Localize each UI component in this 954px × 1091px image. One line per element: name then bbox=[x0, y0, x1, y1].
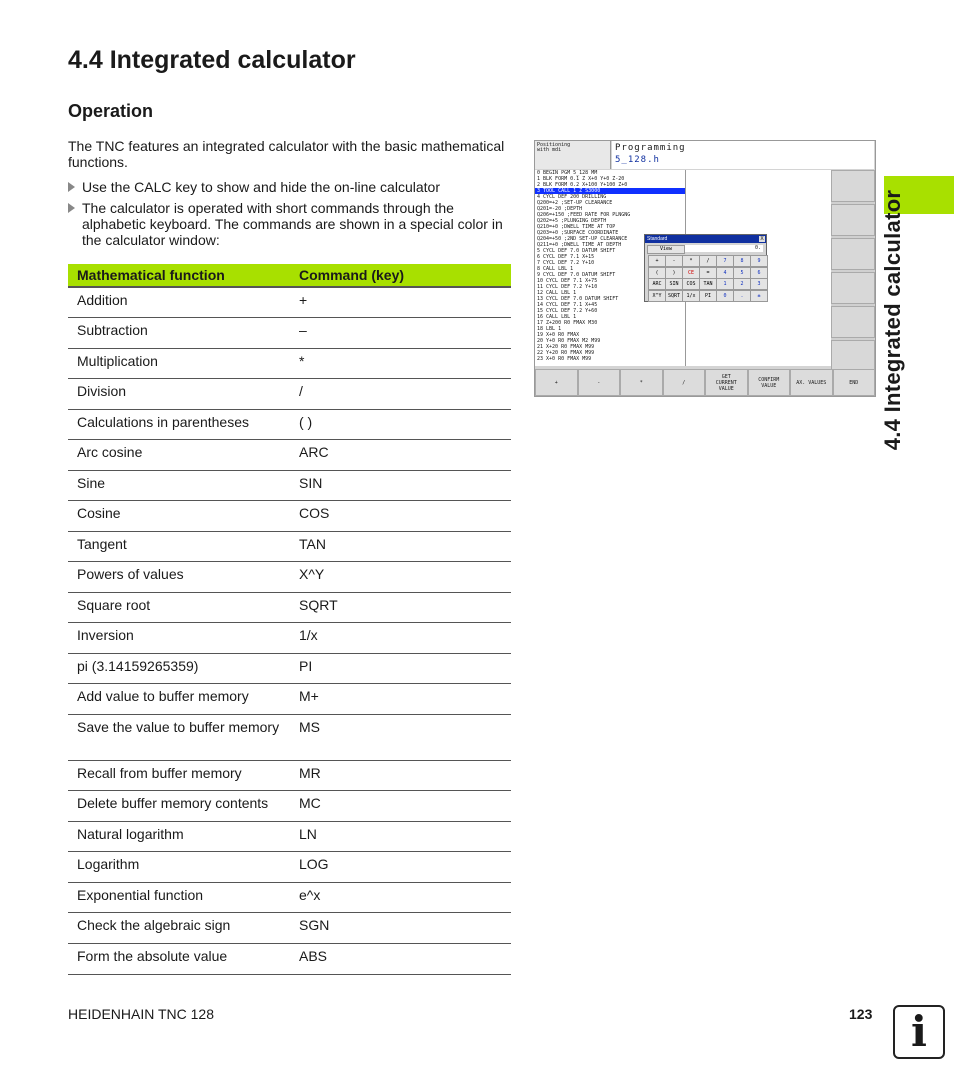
calc-key[interactable]: COS bbox=[682, 278, 700, 290]
softkey[interactable]: - bbox=[578, 369, 621, 396]
function-cell: Delete buffer memory contents bbox=[68, 790, 290, 821]
vertical-softkey[interactable] bbox=[831, 204, 875, 236]
program-line[interactable]: 11 CYCL DEF 7.2 Y+10 bbox=[537, 284, 598, 290]
function-cell: Recall from buffer memory bbox=[68, 760, 290, 790]
command-cell: TAN bbox=[290, 531, 511, 561]
command-cell: PI bbox=[290, 653, 511, 683]
program-line[interactable]: 9 CYCL DEF 7.0 DATUM SHIFT bbox=[537, 272, 616, 278]
calc-key[interactable]: PI bbox=[699, 290, 717, 302]
table-row bbox=[68, 760, 511, 790]
program-line[interactable]: 7 CYCL DEF 7.2 Y+10 bbox=[537, 260, 595, 266]
calc-key[interactable]: 8 bbox=[733, 255, 751, 267]
program-line[interactable]: 18 LBL 1 bbox=[537, 326, 562, 332]
program-line[interactable]: Q211=+0 ;DWELL TIME AT DEPTH bbox=[537, 242, 622, 248]
table-row bbox=[68, 943, 511, 974]
function-cell: Arc cosine bbox=[68, 439, 290, 470]
function-cell: Natural logarithm bbox=[68, 821, 290, 851]
table-row bbox=[68, 500, 511, 531]
command-cell: SQRT bbox=[290, 592, 511, 622]
softkey[interactable]: + bbox=[535, 369, 578, 396]
table-row bbox=[68, 439, 511, 470]
calc-key[interactable]: TAN bbox=[699, 278, 717, 290]
functions-table bbox=[68, 264, 511, 975]
calc-key[interactable]: * bbox=[682, 255, 700, 267]
table-row bbox=[68, 317, 511, 348]
table-row bbox=[68, 378, 511, 409]
softkey[interactable]: END bbox=[833, 369, 876, 396]
bullet-text: The calculator is operated with short commands through the alphabetic keyboard. The commands are shown in a special color in the calculator window: bbox=[82, 200, 503, 248]
calc-display: 0. bbox=[685, 245, 763, 252]
page-title: 4.4 Integrated calculator bbox=[68, 46, 356, 74]
program-line[interactable]: 0 BEGIN PGM 5_128 MM bbox=[537, 170, 598, 176]
vertical-softkey[interactable] bbox=[831, 306, 875, 338]
calc-key[interactable]: ARC bbox=[648, 278, 666, 290]
table-row bbox=[68, 882, 511, 912]
table-header-row bbox=[68, 264, 511, 287]
calc-key[interactable]: ) bbox=[665, 267, 683, 279]
calc-key[interactable]: 1 bbox=[716, 278, 734, 290]
page-number: 123 bbox=[849, 1006, 873, 1022]
command-cell: MC bbox=[290, 790, 511, 821]
softkey[interactable]: AX. VALUES bbox=[790, 369, 833, 396]
table-row bbox=[68, 912, 511, 943]
command-cell: + bbox=[290, 287, 511, 317]
function-cell: Check the algebraic sign bbox=[68, 912, 290, 943]
function-cell: Addition bbox=[68, 287, 290, 317]
program-line[interactable]: Q201=-20 ;DEPTH bbox=[537, 206, 583, 212]
program-line[interactable]: 17 Z+200 R0 FMAX M30 bbox=[537, 320, 598, 326]
command-cell: SGN bbox=[290, 912, 511, 943]
file-name: 5_128.h bbox=[615, 155, 660, 165]
footer-manual-name: HEIDENHAIN TNC 128 bbox=[68, 1006, 215, 1022]
command-cell: MR bbox=[290, 760, 511, 790]
command-cell: * bbox=[290, 348, 511, 378]
program-line[interactable]: 2 BLK FORM 0.2 X+100 Y+100 Z+0 bbox=[537, 182, 628, 188]
side-tab-label-wrap bbox=[880, 189, 920, 451]
function-cell: Tangent bbox=[68, 531, 290, 561]
table-body bbox=[68, 287, 511, 974]
horizontal-softkeys bbox=[535, 369, 875, 396]
info-icon-glyph: i bbox=[911, 1007, 927, 1056]
command-cell: COS bbox=[290, 500, 511, 531]
program-line[interactable]: Q200=+2 ;SET-UP CLEARANCE bbox=[537, 200, 613, 206]
arrow-bullet-icon bbox=[68, 182, 75, 192]
program-line[interactable]: 1 BLK FORM 0.1 Z X+0 Y+0 Z-20 bbox=[537, 176, 625, 182]
close-icon[interactable]: X bbox=[760, 236, 764, 242]
calc-key[interactable]: = bbox=[699, 267, 717, 279]
function-cell: pi (3.14159265359) bbox=[68, 653, 290, 683]
command-cell: e^x bbox=[290, 882, 511, 912]
bullet-text: Use the CALC key to show and hide the on-line calculator bbox=[82, 179, 440, 195]
intro-paragraph: The TNC features an integrated calculator with the basic mathematical functions. bbox=[68, 138, 505, 170]
section-heading: Operation bbox=[68, 101, 154, 121]
calculator-title: Standard bbox=[647, 236, 668, 242]
table-row bbox=[68, 790, 511, 821]
calc-key[interactable]: 7 bbox=[716, 255, 734, 267]
table-row bbox=[68, 470, 511, 500]
command-cell: ABS bbox=[290, 943, 511, 974]
calc-key[interactable]: 3 bbox=[750, 278, 768, 290]
program-line[interactable]: 20 Y+0 R0 FMAX M2 M99 bbox=[537, 338, 601, 344]
command-cell: SIN bbox=[290, 470, 511, 500]
function-cell: Form the absolute value bbox=[68, 943, 290, 974]
calc-key[interactable]: CE bbox=[682, 267, 700, 279]
calc-key[interactable]: - bbox=[665, 255, 683, 267]
calc-key[interactable]: ± bbox=[750, 290, 768, 302]
calc-key[interactable]: SQRT bbox=[665, 290, 683, 302]
program-line[interactable]: 10 CYCL DEF 7.1 X+75 bbox=[537, 278, 598, 284]
function-cell: Subtraction bbox=[68, 317, 290, 348]
command-cell: LOG bbox=[290, 851, 511, 882]
program-line[interactable]: Q204=+50 ;2ND SET-UP CLEARANCE bbox=[537, 236, 628, 242]
function-cell: Square root bbox=[68, 592, 290, 622]
program-line[interactable]: 23 X+0 R0 FMAX M99 bbox=[537, 356, 592, 362]
softkey[interactable]: GET CURRENT VALUE bbox=[705, 369, 748, 396]
calc-key[interactable]: ( bbox=[648, 267, 666, 279]
program-line[interactable]: 4 CYCL DEF 200 DRILLING bbox=[537, 194, 607, 200]
mode-right-label: Programming bbox=[615, 143, 686, 153]
program-line[interactable]: 8 CALL LBL 1 bbox=[537, 266, 574, 272]
column-header: Command (key) bbox=[290, 264, 511, 287]
function-cell: Calculations in parentheses bbox=[68, 409, 290, 439]
softkey[interactable]: * bbox=[620, 369, 663, 396]
command-cell: MS bbox=[290, 714, 511, 760]
table-row bbox=[68, 653, 511, 683]
softkey[interactable]: / bbox=[663, 369, 706, 396]
softkey[interactable]: CONFIRM VALUE bbox=[748, 369, 791, 396]
program-line[interactable]: Q206=+150 ;FEED RATE FOR PLNGNG bbox=[537, 212, 631, 218]
function-cell: Sine bbox=[68, 470, 290, 500]
calc-key[interactable]: 9 bbox=[750, 255, 768, 267]
table-row bbox=[68, 531, 511, 561]
side-tab-label: 4.4 Integrated calculator bbox=[880, 189, 905, 451]
calculator-window bbox=[644, 234, 767, 302]
command-cell: – bbox=[290, 317, 511, 348]
vertical-softkeys bbox=[831, 170, 875, 366]
calc-key[interactable]: 6 bbox=[750, 267, 768, 279]
function-cell: Add value to buffer memory bbox=[68, 683, 290, 714]
calc-key[interactable]: X^Y bbox=[648, 290, 666, 302]
vertical-softkey[interactable] bbox=[831, 272, 875, 304]
command-cell: M+ bbox=[290, 683, 511, 714]
vertical-softkey[interactable] bbox=[831, 170, 875, 202]
program-line[interactable]: 16 CALL LBL 1 bbox=[537, 314, 577, 320]
command-cell: ( ) bbox=[290, 409, 511, 439]
function-cell: Exponential function bbox=[68, 882, 290, 912]
function-cell: Save the value to buffer memory bbox=[68, 714, 290, 760]
tnc-screenshot bbox=[534, 140, 876, 397]
function-cell: Inversion bbox=[68, 622, 290, 653]
function-cell: Multiplication bbox=[68, 348, 290, 378]
calc-key[interactable]: SIN bbox=[665, 278, 683, 290]
mode-left bbox=[535, 141, 611, 169]
calc-key[interactable]: . bbox=[733, 290, 751, 302]
calculator-titlebar bbox=[645, 235, 766, 243]
table-row bbox=[68, 821, 511, 851]
program-line[interactable]: 5 CYCL DEF 7.0 DATUM SHIFT bbox=[537, 248, 616, 254]
program-line[interactable]: Q203=+0 ;SURFACE COORDINATE bbox=[537, 230, 619, 236]
table-row bbox=[68, 561, 511, 592]
vertical-softkey[interactable] bbox=[831, 238, 875, 270]
calc-key[interactable]: 0 bbox=[716, 290, 734, 302]
table-row bbox=[68, 348, 511, 378]
command-cell: LN bbox=[290, 821, 511, 851]
calc-view-button[interactable]: View bbox=[647, 245, 685, 254]
function-cell: Division bbox=[68, 378, 290, 409]
table-row bbox=[68, 851, 511, 882]
program-line[interactable]: 21 X+20 R0 FMAX M99 bbox=[537, 344, 595, 350]
calc-key[interactable]: / bbox=[699, 255, 717, 267]
arrow-bullet-icon bbox=[68, 203, 75, 213]
command-cell: ARC bbox=[290, 439, 511, 470]
function-cell: Cosine bbox=[68, 500, 290, 531]
program-line[interactable]: 14 CYCL DEF 7.1 X+45 bbox=[537, 302, 598, 308]
calc-key[interactable]: 1/x bbox=[682, 290, 700, 302]
function-cell: Powers of values bbox=[68, 561, 290, 592]
table-row bbox=[68, 622, 511, 653]
table-row bbox=[68, 714, 511, 760]
calc-key[interactable]: + bbox=[648, 255, 666, 267]
program-line[interactable]: 15 CYCL DEF 7.2 Y+60 bbox=[537, 308, 598, 314]
calc-key[interactable]: 2 bbox=[733, 278, 751, 290]
program-line[interactable]: 3 TOOL CALL 1 Z S3000 bbox=[535, 188, 685, 194]
program-line[interactable]: Q210=+0 ;DWELL TIME AT TOP bbox=[537, 224, 616, 230]
vertical-softkey[interactable] bbox=[831, 340, 875, 372]
function-cell: Logarithm bbox=[68, 851, 290, 882]
program-line[interactable]: 22 Y+20 R0 FMAX M99 bbox=[537, 350, 595, 356]
table-row bbox=[68, 409, 511, 439]
command-cell: X^Y bbox=[290, 561, 511, 592]
table-row bbox=[68, 683, 511, 714]
command-cell: / bbox=[290, 378, 511, 409]
command-cell: 1/x bbox=[290, 622, 511, 653]
calc-key[interactable]: 4 bbox=[716, 267, 734, 279]
program-line[interactable]: 13 CYCL DEF 7.0 DATUM SHIFT bbox=[537, 296, 619, 302]
calc-key[interactable]: 5 bbox=[733, 267, 751, 279]
program-line[interactable]: 19 X+0 R0 FMAX bbox=[537, 332, 580, 338]
program-line[interactable]: 6 CYCL DEF 7.1 X+15 bbox=[537, 254, 595, 260]
table-row bbox=[68, 287, 511, 317]
mode-right bbox=[612, 141, 874, 169]
mode-left-label: Positioning with mdi bbox=[537, 142, 571, 153]
program-line[interactable]: 12 CALL LBL 1 bbox=[537, 290, 577, 296]
table-row bbox=[68, 592, 511, 622]
program-line[interactable]: Q202=+5 ;PLUNGING DEPTH bbox=[537, 218, 607, 224]
info-icon bbox=[893, 1005, 945, 1059]
column-header: Mathematical function bbox=[68, 264, 290, 287]
